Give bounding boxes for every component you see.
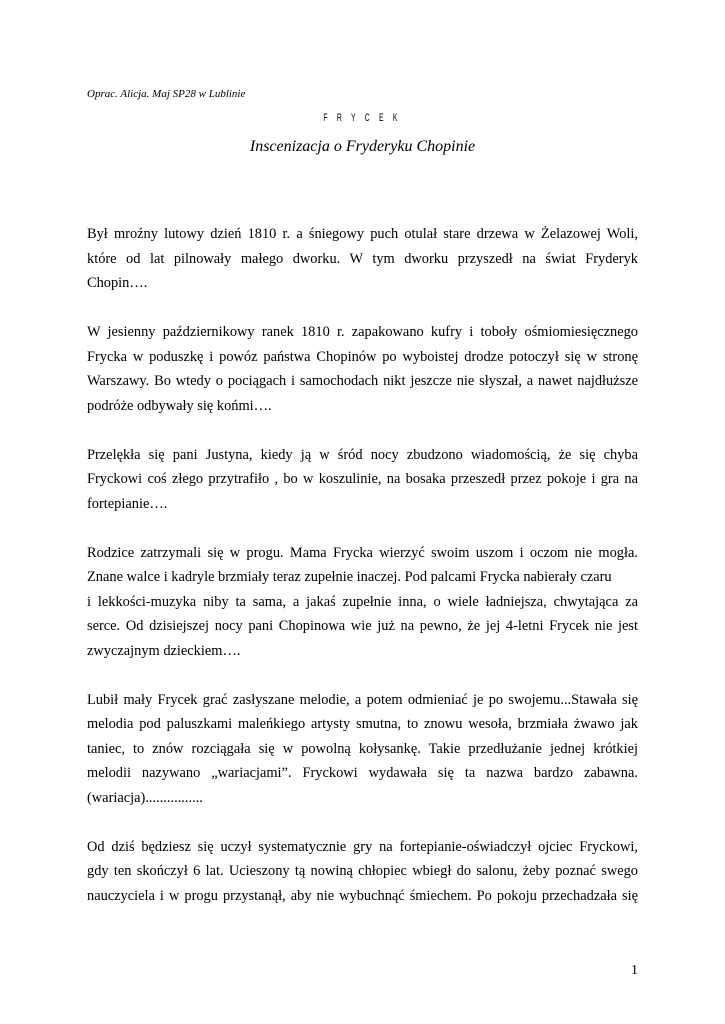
paragraph <box>87 688 638 811</box>
text-line: Przelękła się pani Justyna, kiedy ją w śród nocy zbudzono wiadomością, że się chyba <box>87 446 638 463</box>
text-line: Chopin…. <box>87 275 148 291</box>
text-line: Od dziś będziesz się uczył systematycznie gry na fortepianie-oświadczył ojciec Fryckowi, <box>87 838 638 855</box>
paragraph <box>87 541 638 664</box>
text-line: i lekkości-muzyka niby ta sama, a jakaś zupełnie inna, o wiele ładniejsza, chwytająca za <box>87 593 638 610</box>
text-line: zwyczajnym dzieckiem…. <box>87 642 241 659</box>
text-line: Rodzice zatrzymali się w progu. Mama Frycka wierzyć swoim uszom i oczom nie mogła. <box>87 544 638 561</box>
text-line: melodia pod paluszkami maleńkiego artysty smutna, to znowu wesoła, brzmiała żwawo jak <box>87 716 638 732</box>
text-line: fortepianie…. <box>87 495 168 512</box>
document-subtitle: Inscenizacja o Fryderyku Chopinie <box>249 138 476 155</box>
text-line: które od lat pilnowały małego dworku. W tym dworku przyszedł na świat Fryderyk <box>87 250 638 267</box>
document-title: F R Y C E K <box>323 112 402 124</box>
text-line: nauczyciela i w progu przystanął, aby nie wybuchnąć śmiechem. Po pokoju przechadzała się <box>87 887 638 904</box>
author-credit: Oprac. Alicja. Maj SP28 w Lublinie <box>87 88 246 100</box>
text-line: Warszawy. Bo wtedy o pociągach i samochodach nikt jeszcze nie słyszał, a nawet najdłuższe <box>87 373 638 389</box>
text-line: Lubił mały Frycek grać zasłyszane melodie, a potem odmieniać je po swojemu...Stawała się <box>87 691 638 708</box>
paragraph <box>87 320 638 418</box>
text-line: serce. Od dzisiejszej nocy pani Chopinowa wie już na pewno, że jej 4-letni Frycek nie jest <box>87 618 638 634</box>
paragraph <box>87 443 638 517</box>
text-line: melodii nazywano „wariacjami”. Fryckowi wydawała się ta nazwa bardzo zabawna. <box>87 765 638 781</box>
paragraph <box>87 222 638 296</box>
paragraph <box>87 835 638 909</box>
text-line: gdy ten skończył 6 lat. Ucieszony tą nowiną chłopiec wbiegł do salonu, żeby poznać swego <box>87 863 638 879</box>
text-line: Znane walce i kadryle brzmiały teraz zupełnie inaczej. Pod palcami Frycka nabierały czaru <box>87 569 612 585</box>
body-text <box>87 222 638 933</box>
text-line: podróże odbywały się końmi…. <box>87 397 272 414</box>
page-number: 1 <box>631 963 638 978</box>
text-line: Fryckowi coś złego przytrafiło , bo w koszulinie, na bosaka przeszedł przez pokoje i gra na <box>87 471 638 487</box>
text-line: (wariacja)................ <box>87 789 203 806</box>
text-line: Frycka w poduszkę i powóz państwa Chopinów po wyboistej drodze potoczył się w stronę <box>87 348 638 365</box>
text-line: taniec, to znów rozciągała się w powolną kołysankę. Takie przedłużanie jednej krótkiej <box>87 740 638 757</box>
text-line: Był mroźny lutowy dzień 1810 r. a śniegowy puch otulał stare drzewa w Żelazowej Woli, <box>87 226 638 242</box>
text-line: W jesienny październikowy ranek 1810 r. zapakowano kufry i toboły ośmiomiesięcznego <box>87 324 638 340</box>
